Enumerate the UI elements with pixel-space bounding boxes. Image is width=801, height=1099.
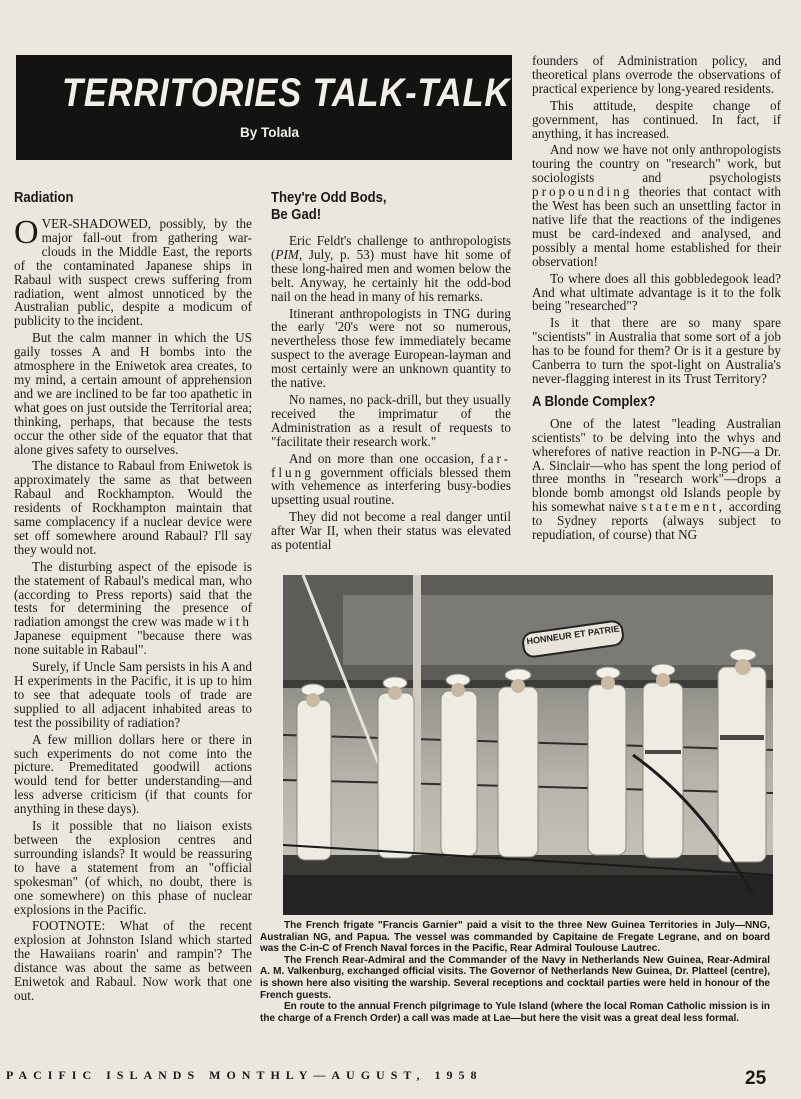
paragraph-text: government officials blessed them with vehemence as interfering busy-bodies upsetting usual routine. [271, 464, 511, 508]
paragraph-text: Eric Feldt's challenge to anthropologists ( [271, 233, 511, 262]
page-number: 25 [745, 1068, 767, 1089]
spaced-word: statement, [641, 499, 726, 515]
italic-text: PIM [275, 246, 299, 262]
column-1 [14, 190, 252, 1006]
paragraph-text: VER-SHADOWED, possibly, by the major fall-out from gathering war-clouds in the Middle East, the reports of the contaminated Japanese ships in Rabaul with suspect crews suffering from radiation, went almost unnoticed by the Australian public, despite a modicum of publicity to the incident. [14, 216, 252, 329]
paragraph-text: , July, p. 53) must have hit some of these long-haired men and women below the belt. Anyway, he certainly hit the odd-bod nail on the head in many of his remarks. [271, 246, 511, 304]
paragraph: They did not become a real danger until after War II, when their status was elevated as potential [271, 509, 511, 553]
section-heading-radiation: Radiation [14, 190, 74, 206]
paragraph-text: theories that contact with the West has been such an unsettling factor in native life that the reactions of the indigenes must be card-indexed and analysed, and possibly a mental home established for their observation! [532, 184, 781, 269]
caption-paragraph: En route to the annual French pilgrimage to Yule Island (where the local Roman Catholic mission is in the charge of a French Order) a call was made at Lae—but here the visit was a great deal less formal. [260, 1001, 770, 1024]
paragraph [271, 234, 511, 304]
paragraph: founders of Administration policy, and theoretical plans overrode the observations of practical experience by long-yeared residents. [532, 53, 781, 96]
running-footer: PACIFIC ISLANDS MONTHLY—AUGUST, 1958 [6, 1068, 483, 1082]
spaced-word: with [216, 614, 253, 630]
paragraph: A few million dollars here or there in such experiments do not come into the picture. Premeditated goodwill actions would tend for better understanding—and less adverse criticism (if that counts for anything in these days). [14, 731, 252, 817]
byline: By Tolala [240, 125, 300, 140]
column-3 [532, 54, 781, 545]
paragraph [532, 143, 781, 268]
paragraph: The distance to Rabaul from Eniwetok is approximately the same as that between Rabaul and Rockhampton. Would the residents of Rockhampton maintain that same complacency if a nuclear device were set off somewhere around Rabaul? I'll say they would not. [14, 458, 252, 557]
photo-caption [260, 920, 770, 1024]
paragraph: This attitude, despite change of government, has continued. In fact, if anything, it has increased. [532, 97, 781, 141]
article-title: TERRITORIES TALK-TALK [62, 71, 511, 115]
caption-paragraph: The French Rear-Admiral and the Commander of the Navy in Netherlands New Guinea, Rear-Admiral A. M. Valkenburg, exchanged official visits. The Governor of Netherlands New Guinea, Dr. Platteel (centre), is shown here also visiting the warship. Several receptions and cocktail parties were held in honour of the French guests. [260, 954, 770, 1001]
spaced-word: propounding [532, 184, 633, 200]
heading-line: Be Gad! [271, 207, 322, 223]
paragraph-footnote: FOOTNOTE: What of the recent explosion at Johnston Island which started the Hawaiians roarin' and rampin'? The distance was about the same as between Eniwetok and Rabaul. Now work that one out. [14, 918, 252, 1003]
ship-sign-text: HONNEUR ET PATRIE [525, 623, 621, 647]
paragraph-text: Japanese equipment "because there was none suitable in Rabaul". [14, 628, 252, 658]
drop-cap: O [14, 214, 39, 251]
paragraph [14, 214, 252, 329]
paragraph-text: One of the latest "leading Australian scientists" to be delving into the whys and wherefores of native reaction in P-NG—a Dr. A. Sinclair—who has spent the long period of three months in "research work"—drops a blonde bomb amongst old Islands people by his somewhat naive [532, 415, 781, 515]
section-heading-odd-bods [271, 190, 487, 224]
heading-line: They're Odd Bods, [271, 190, 387, 206]
paragraph: No names, no pack-drill, but they usually received the imprimatur of the Administration as a result of requests to "facilitate their research work." [271, 391, 511, 449]
paragraph [532, 417, 781, 542]
paragraph: Itinerant anthropologists in TNG during the early '20's were not so numerous, nevertheless those few immediately became suspect to the average European-layman and most certainly were an unknown quantity to the native. [271, 305, 511, 391]
paragraph: Is it possible that no liaison exists between the explosion centres and surrounding islands? It would be reassuring to have a statement from an "official spokesman" (of which, no doubt, there is one somewhere) on this phase of nuclear explosions in the Pacific. [14, 818, 252, 917]
spaced-word: far-flung [271, 450, 511, 480]
photo-warship-officers [283, 575, 773, 915]
paragraph [14, 560, 252, 657]
paragraph: To where does all this gobbledegook lead? And what ultimate advantage is it to the folk being "researched"? [532, 270, 781, 314]
paragraph: Surely, if Uncle Sam persists in his A and H experiments in the Pacific, it is up to him to see that adequate tools of trade are supplied to all adjacent inhabited areas to test the possibility of radiation? [14, 659, 252, 730]
paragraph-text: according to Sydney reports (always subject to repudiation, of course) that NG [532, 499, 782, 543]
photo-illustration [283, 575, 773, 915]
column-2 [271, 190, 511, 555]
title-banner [16, 55, 512, 160]
paragraph: Is it that there are so many spare "scientists" in Australia that some sort of a job has to be found for them? Or is it a gesture by Canberra to turn the spot-light on Australia's never-flagging interest in its Trust Territory? [532, 315, 781, 386]
paragraph-text: And now we have not only anthropologists touring the country on "research" work, but sociologists and psychologists [532, 142, 781, 186]
paragraph: But the calm manner in which the US gaily tosses A and H bombs into the atmosphere in the Eniwetok area creates, to my mind, a certain amount of apprehension and we are inclined to be far too apathetic in what goes on just outside the Territorial area; thinking, perhaps, that because the tests occur the other side of the equator that that alone gives safety to ourselves. [14, 330, 252, 457]
paragraph-text: And on more than one occasion, [289, 450, 475, 466]
paragraph-text: The disturbing aspect of the episode is the statement of Rabaul's medical man, who (according to Press reports) said that the tests for determining the presence of radiation amongst the crew was made [14, 558, 252, 630]
caption-paragraph: The French frigate "Francis Garnier" paid a visit to the three New Guinea Territories in July—NNG, Australian NG, and Papua. The vessel was commanded by Capitaine de Fregate Legrane, and on board was the C-in-C of French Naval forces in the Pacific, Rear Admiral Toulouse Lautrec. [260, 920, 770, 955]
section-heading-blonde-complex: A Blonde Complex? [532, 393, 656, 410]
paragraph [271, 452, 511, 508]
